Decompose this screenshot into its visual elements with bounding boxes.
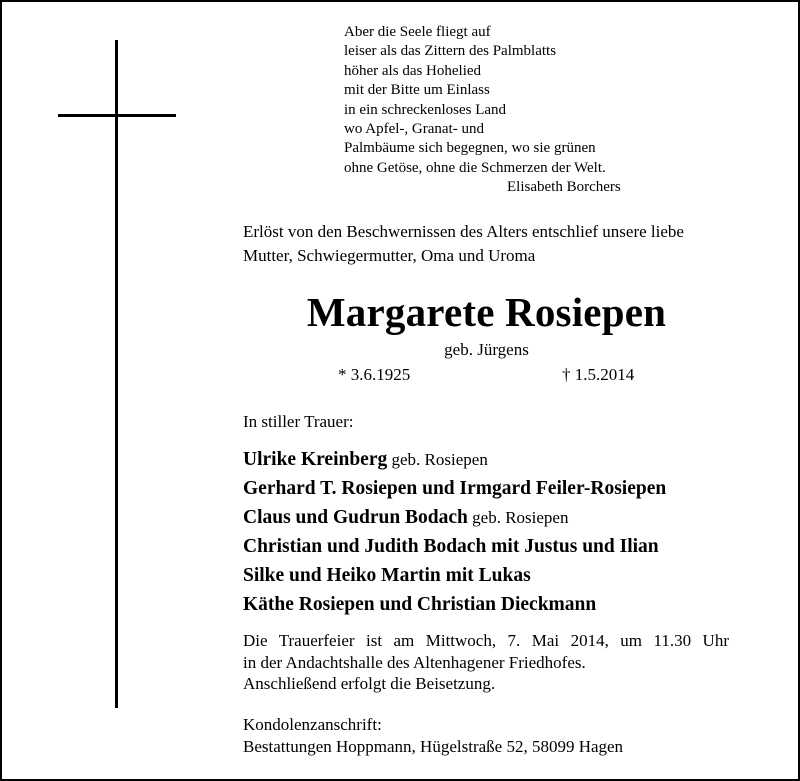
condolence-address bbox=[243, 714, 763, 758]
poem-author: Elisabeth Borchers bbox=[507, 179, 621, 196]
funeral-info bbox=[243, 630, 729, 695]
mourner-name: Silke und Heiko Martin mit Lukas bbox=[243, 565, 531, 586]
funeral-line: Anschließend erfolgt die Beisetzung. bbox=[243, 674, 496, 694]
poem bbox=[344, 23, 644, 198]
intro-text bbox=[243, 220, 763, 268]
poem-line: Aber die Seele fliegt auf bbox=[344, 24, 491, 40]
condolence-address-line: Bestattungen Hoppmann, Hügelstraße 52, 58099 Hagen bbox=[243, 737, 624, 756]
mourner-entry bbox=[243, 445, 763, 474]
birth-date: * 3.6.1925 bbox=[338, 365, 411, 384]
mourner-suffix: geb. Rosiepen bbox=[467, 508, 569, 527]
mourner-name: Gerhard T. Rosiepen und Irmgard Feiler-Rosiepen bbox=[243, 478, 667, 499]
mourner-entry bbox=[243, 590, 763, 619]
mourner-name: Claus und Gudrun Bodach bbox=[243, 507, 468, 528]
mourner-entry bbox=[243, 532, 763, 561]
poem-line: mit der Bitte um Einlass bbox=[344, 82, 490, 99]
death-date: † 1.5.2014 bbox=[562, 365, 635, 384]
mourner-entry bbox=[243, 474, 763, 503]
poem-line: höher als das Hohelied bbox=[344, 62, 482, 79]
birth-name: geb. Jürgens bbox=[444, 340, 529, 359]
funeral-line: Die Trauerfeier ist am Mittwoch, 7. Mai 2014, um 11.30 Uhr bbox=[243, 631, 729, 650]
intro-line: Mutter, Schwiegermutter, Oma und Uroma bbox=[243, 246, 536, 265]
mourners-list bbox=[243, 445, 763, 619]
cross-icon-horizontal-bar bbox=[58, 114, 176, 117]
poem-line: ohne Getöse, ohne die Schmerzen der Welt. bbox=[344, 159, 606, 176]
mourner-name: Ulrike Kreinberg bbox=[243, 449, 388, 470]
poem-line: Palmbäume sich begegnen, wo sie grünen bbox=[344, 140, 596, 157]
funeral-line: in der Andachtshalle des Altenhagener Friedhofes. bbox=[243, 652, 586, 672]
condolence-label: Kondolenzanschrift: bbox=[243, 715, 382, 734]
mourner-entry bbox=[243, 561, 763, 590]
intro-line: Erlöst von den Beschwernissen des Alters entschlief unsere liebe bbox=[243, 222, 684, 241]
mourner-entry bbox=[243, 503, 763, 532]
mourner-name: Christian und Judith Bodach mit Justus und Ilian bbox=[243, 536, 659, 557]
mourner-suffix: geb. Rosiepen bbox=[387, 450, 488, 469]
deceased-name: Margarete Rosiepen bbox=[306, 289, 667, 335]
cross-icon-vertical-bar bbox=[115, 40, 118, 708]
mourner-name: Käthe Rosiepen und Christian Dieckmann bbox=[243, 594, 597, 615]
poem-line: leiser als das Zittern des Palmblatts bbox=[344, 43, 557, 60]
poem-line: in ein schreckenloses Land bbox=[344, 101, 507, 118]
mourning-label: In stiller Trauer: bbox=[243, 412, 354, 431]
poem-line: wo Apfel-, Granat- und bbox=[344, 121, 484, 138]
